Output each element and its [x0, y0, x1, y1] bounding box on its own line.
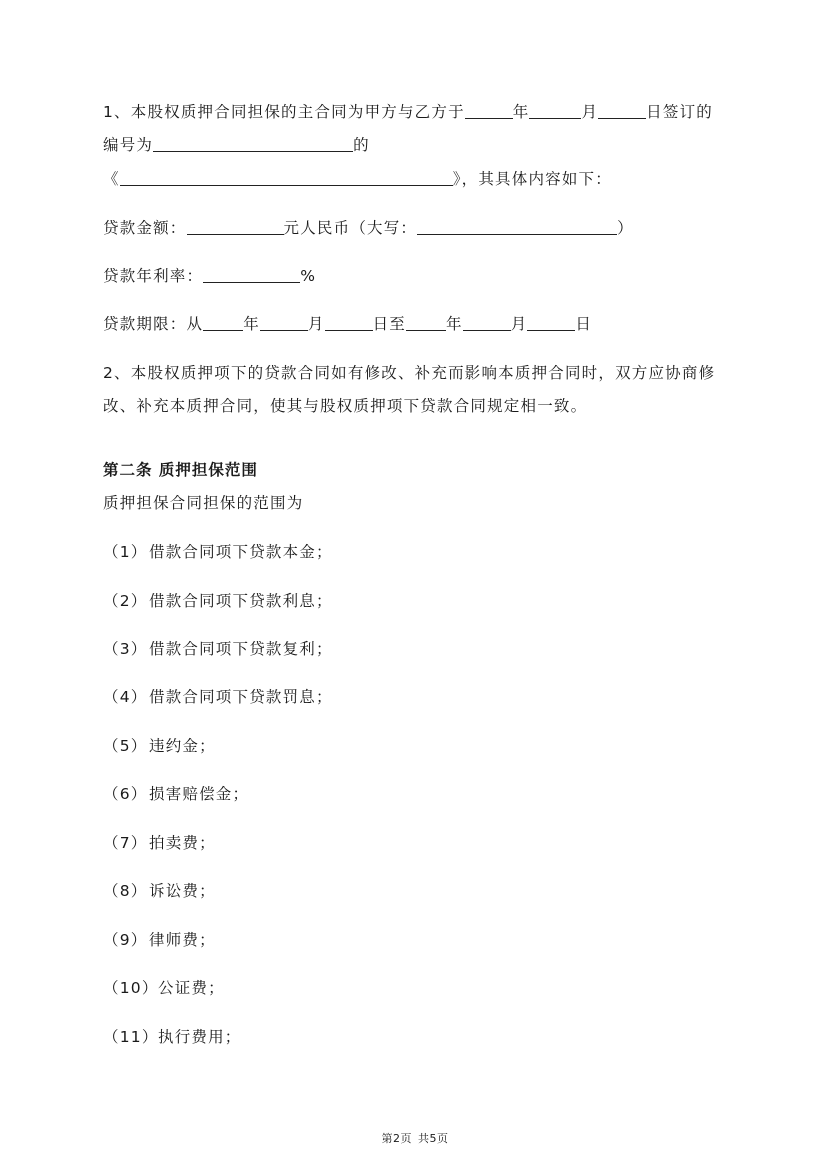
list-item-text: 违约金； [149, 737, 216, 755]
blank-rate [203, 265, 300, 283]
blank-contract-name [120, 168, 453, 186]
page-total: 共5页 [418, 1132, 449, 1145]
blank-amount [187, 217, 284, 235]
list-item [103, 832, 216, 854]
list-item [103, 929, 216, 951]
page-footer [0, 1130, 830, 1146]
list-item-number: （1） [103, 543, 148, 561]
list-item [103, 783, 249, 805]
list-item [103, 686, 333, 708]
list-item-number: （3） [103, 640, 148, 658]
list-item-text: 执行费用； [158, 1028, 242, 1046]
blank-contract-number [153, 134, 353, 152]
list-item-text: 拍卖费； [149, 834, 216, 852]
list-item [103, 541, 333, 563]
list-item-number: （10） [103, 979, 159, 997]
list-item-text: 诉讼费； [149, 882, 216, 900]
text: 1、本股权质押合同担保的主合同为甲方与乙方于 [103, 103, 465, 121]
list-item-number: （8） [103, 882, 148, 900]
blank-year [465, 101, 513, 119]
list-item [103, 977, 225, 999]
list-item-text: 借款合同项下贷款本金； [149, 543, 333, 561]
list-item [103, 638, 333, 660]
list-item-text: 借款合同项下贷款罚息； [149, 688, 333, 706]
blank-day [598, 101, 646, 119]
list-item [103, 1026, 242, 1048]
list-item [103, 735, 216, 757]
article2-intro: 质押担保合同担保的范围为 [103, 494, 304, 512]
list-item-text: 借款合同项下贷款利息； [149, 592, 333, 610]
article2-title: 第二条 质押担保范围 [103, 461, 258, 479]
loan-period-line: 贷款期限：从 年 月 日至 年 月 日 [103, 315, 593, 333]
list-item-number: （6） [103, 785, 148, 803]
clause1-line1: 1、本股权质押合同担保的主合同为甲方与乙方于 年 月 日签订的 [103, 103, 713, 121]
list-item [103, 880, 216, 902]
clause1-line3: 《 》，其具体内容如下： [103, 170, 612, 188]
clause1-line2: 编号为 的 [103, 136, 370, 154]
clause2-line2: 改、补充本质押合同，使其与股权质押项下贷款合同规定相一致。 [103, 397, 588, 415]
list-item-number: （5） [103, 737, 148, 755]
clause2-line1: 2、本股权质押项下的贷款合同如有修改、补充而影响本质押合同时，双方应协商修 [103, 364, 716, 382]
list-item-text: 公证费； [158, 979, 225, 997]
list-item-number: （9） [103, 931, 148, 949]
loan-rate-line: 贷款年利率： % [103, 267, 317, 285]
list-item [103, 590, 333, 612]
list-item-number: （2） [103, 592, 148, 610]
list-item-number: （11） [103, 1028, 159, 1046]
list-item-number: （4） [103, 688, 148, 706]
page-number: 第2页 [381, 1132, 412, 1145]
blank-month [529, 101, 581, 119]
list-item-number: （7） [103, 834, 148, 852]
loan-amount-line: 贷款金额： 元人民币（大写： ） [103, 219, 634, 237]
blank-amount-words [417, 217, 617, 235]
list-item-text: 借款合同项下贷款复利； [149, 640, 333, 658]
list-item-text: 律师费； [149, 931, 216, 949]
list-item-text: 损害赔偿金； [149, 785, 250, 803]
